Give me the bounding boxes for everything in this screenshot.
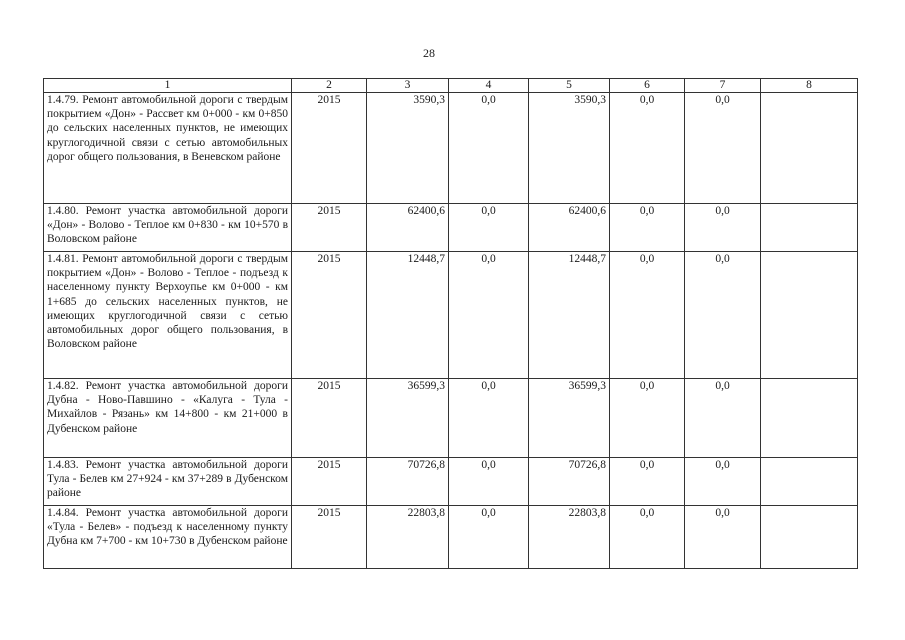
- row-col4: 0,0: [449, 506, 529, 569]
- row-col7: 0,0: [685, 252, 761, 379]
- row-year: 2015: [292, 379, 367, 458]
- row-col8: [761, 506, 858, 569]
- row-col7: 0,0: [685, 204, 761, 252]
- table-row: [44, 458, 858, 506]
- row-col7: 0,0: [685, 506, 761, 569]
- row-col5: 12448,7: [529, 252, 610, 379]
- row-description: 1.4.81. Ремонт автомобильной дороги с твердым покрытием «Дон» - Волово - Теплое - подъезд к населенному пункту Верхоупье км 0+000 - км 1+685 до сельских населенных пунктов, не имеющих круглогодичной связи с сетью автомобильных дорог общего пользования, в Воловском районе: [44, 252, 292, 379]
- row-col5: 70726,8: [529, 458, 610, 506]
- row-col4: 0,0: [449, 204, 529, 252]
- row-description: 1.4.79. Ремонт автомобильной дороги с твердым покрытием «Дон» - Рассвет км 0+000 - км 0+850 до сельских населенных пунктов, не имеющих круглогодичной связи с сетью автомобильных дорог общего пользования, в Веневском районе: [44, 93, 292, 204]
- table-row: [44, 93, 858, 204]
- row-year: 2015: [292, 204, 367, 252]
- row-col6: 0,0: [610, 252, 685, 379]
- table-row: [44, 379, 858, 458]
- header-cell: 1: [44, 79, 292, 93]
- row-year: 2015: [292, 458, 367, 506]
- row-total: 36599,3: [367, 379, 449, 458]
- row-description: 1.4.80. Ремонт участка автомобильной дороги «Дон» - Волово - Теплое км 0+830 - км 10+570 в Воловском районе: [44, 204, 292, 252]
- row-col6: 0,0: [610, 379, 685, 458]
- row-col7: 0,0: [685, 458, 761, 506]
- row-col5: 22803,8: [529, 506, 610, 569]
- header-cell: 7: [685, 79, 761, 93]
- row-col4: 0,0: [449, 93, 529, 204]
- table-row: [44, 506, 858, 569]
- row-total: 3590,3: [367, 93, 449, 204]
- table-row: [44, 252, 858, 379]
- row-year: 2015: [292, 93, 367, 204]
- row-col6: 0,0: [610, 506, 685, 569]
- header-cell: 4: [449, 79, 529, 93]
- budget-table: [43, 78, 858, 569]
- row-col4: 0,0: [449, 458, 529, 506]
- header-cell: 5: [529, 79, 610, 93]
- row-description: 1.4.84. Ремонт участка автомобильной дороги «Тула - Белев» - подъезд к населенному пункту Дубна км 7+700 - км 10+730 в Дубенском районе: [44, 506, 292, 569]
- row-year: 2015: [292, 506, 367, 569]
- table-row: [44, 204, 858, 252]
- row-total: 62400,6: [367, 204, 449, 252]
- row-col5: 62400,6: [529, 204, 610, 252]
- header-cell: 2: [292, 79, 367, 93]
- row-total: 70726,8: [367, 458, 449, 506]
- row-col8: [761, 204, 858, 252]
- header-cell: 3: [367, 79, 449, 93]
- table-header-row: [44, 79, 858, 93]
- row-col8: [761, 93, 858, 204]
- row-total: 22803,8: [367, 506, 449, 569]
- row-year: 2015: [292, 252, 367, 379]
- row-col5: 36599,3: [529, 379, 610, 458]
- row-col8: [761, 458, 858, 506]
- row-col8: [761, 379, 858, 458]
- row-col5: 3590,3: [529, 93, 610, 204]
- row-col4: 0,0: [449, 379, 529, 458]
- row-total: 12448,7: [367, 252, 449, 379]
- row-col6: 0,0: [610, 93, 685, 204]
- row-col6: 0,0: [610, 458, 685, 506]
- header-cell: 8: [761, 79, 858, 93]
- row-description: 1.4.83. Ремонт участка автомобильной дороги Тула - Белев км 27+924 - км 37+289 в Дубенском районе: [44, 458, 292, 506]
- header-cell: 6: [610, 79, 685, 93]
- row-description: 1.4.82. Ремонт участка автомобильной дороги Дубна - Ново-Павшино - «Калуга - Тула - Михайлов - Рязань» км 14+800 - км 21+000 в Дубенском районе: [44, 379, 292, 458]
- page-number: 28: [423, 46, 435, 60]
- row-col8: [761, 252, 858, 379]
- row-col6: 0,0: [610, 204, 685, 252]
- row-col7: 0,0: [685, 93, 761, 204]
- row-col7: 0,0: [685, 379, 761, 458]
- row-col4: 0,0: [449, 252, 529, 379]
